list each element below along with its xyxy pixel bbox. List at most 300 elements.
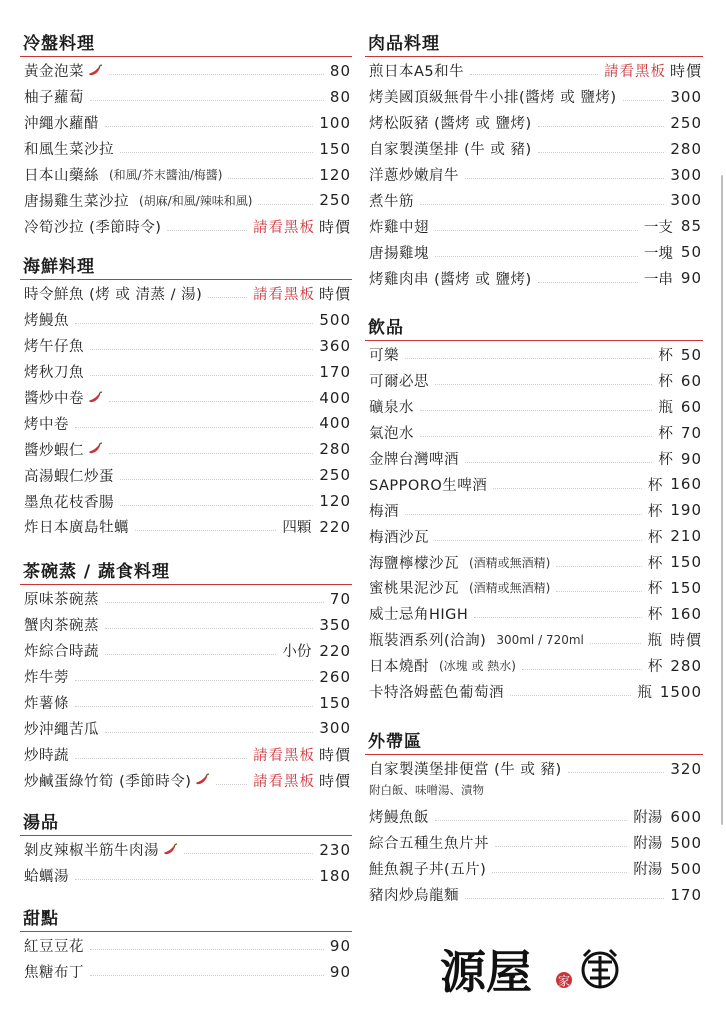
dot-leader — [90, 975, 324, 976]
dot-leader — [216, 784, 247, 785]
menu-item — [20, 586, 352, 612]
item-unit: 一串 — [643, 271, 673, 288]
item-name: 洋蔥炒嫩肩牛 — [369, 168, 459, 184]
item-name: 烤雞肉串 (醬烤 或 鹽烤) — [369, 271, 532, 288]
item-name: 紅豆豆花 — [24, 939, 84, 956]
dot-leader — [435, 256, 638, 257]
item-name: 礦泉水 — [369, 400, 414, 417]
section-divider — [20, 584, 352, 585]
dot-leader — [538, 126, 665, 127]
item-note: 300ml / 720ml — [496, 632, 584, 647]
item-price: 85 — [680, 217, 702, 236]
scrollbar[interactable] — [721, 175, 723, 825]
dot-leader — [420, 410, 652, 411]
item-price: 1500 — [659, 682, 702, 701]
menu-item — [20, 307, 352, 333]
item-price: 350 — [319, 615, 351, 634]
dot-leader — [492, 872, 627, 873]
dot-leader — [405, 514, 642, 515]
item-name: 炸薯條 — [24, 696, 69, 712]
see-blackboard-note: 請看黑板 — [252, 773, 315, 790]
item-price: 500 — [670, 833, 702, 852]
dot-leader — [228, 178, 313, 179]
menu-item — [20, 664, 352, 690]
menu-item-list — [20, 933, 352, 985]
section-meat — [365, 33, 703, 291]
item-name: 烤松阪豬 (醬烤 或 鹽烤) — [369, 116, 532, 133]
see-blackboard-note: 請看黑板 — [252, 747, 315, 764]
item-name: 剝皮辣椒半筋牛肉湯 — [24, 843, 159, 860]
item-price: 時價 — [318, 745, 351, 764]
menu-item — [20, 959, 352, 985]
dot-leader — [623, 100, 665, 101]
dot-leader — [120, 152, 313, 153]
logo-icon — [440, 940, 670, 1000]
item-unit: 一支 — [643, 219, 673, 236]
dot-leader — [120, 479, 313, 480]
dot-leader — [75, 758, 247, 759]
item-unit: 瓶 — [637, 685, 652, 702]
item-price: 160 — [670, 604, 702, 623]
dot-leader — [184, 853, 313, 854]
item-name: 高湯蝦仁炒蛋 — [24, 468, 114, 485]
item-price: 時價 — [318, 217, 351, 236]
item-name: 唐揚雞塊 — [369, 245, 429, 262]
item-price: 90 — [329, 962, 351, 981]
section-divider — [365, 340, 703, 341]
item-note: (酒精或無酒精) — [469, 581, 551, 596]
menu-item — [365, 110, 703, 136]
item-name: 日本燒酎 — [369, 659, 429, 676]
item-price: 400 — [319, 414, 351, 433]
menu-item — [365, 601, 703, 627]
item-price: 150 — [319, 693, 351, 712]
dot-leader — [495, 846, 627, 847]
item-name: 蛤蠣湯 — [24, 869, 69, 886]
see-blackboard-note: 請看黑板 — [252, 219, 315, 236]
item-note: (胡麻/和風/辣味和風) — [139, 193, 253, 208]
menu-item — [20, 84, 352, 110]
item-unit: 附湯 — [633, 862, 663, 879]
menu-item — [20, 110, 352, 136]
item-price: 250 — [319, 191, 351, 210]
item-name: 原味茶碗蒸 — [24, 592, 99, 609]
item-price: 時價 — [318, 285, 351, 304]
item-sides: 附白飯、味噌湯、漬物 — [369, 782, 484, 797]
dot-leader — [470, 74, 598, 75]
menu-item — [20, 385, 352, 411]
item-price: 120 — [319, 492, 351, 511]
chili-marker — [84, 64, 103, 78]
menu-item — [365, 523, 703, 549]
dot-leader — [105, 654, 276, 655]
dot-leader — [420, 436, 652, 437]
item-price: 90 — [329, 936, 351, 955]
menu-item — [20, 281, 352, 307]
dot-leader — [420, 204, 664, 205]
restaurant-logo — [440, 940, 670, 1000]
menu-item — [20, 187, 352, 213]
menu-item — [365, 239, 703, 265]
item-price: 90 — [680, 269, 702, 288]
item-price: 250 — [319, 466, 351, 485]
menu-item — [20, 333, 352, 359]
item-price: 150 — [670, 553, 702, 572]
menu-item — [20, 58, 352, 84]
dot-leader — [556, 591, 641, 592]
menu-item — [365, 187, 703, 213]
item-name: 炒鹹蛋綠竹筍 (季節時令) — [24, 773, 192, 790]
menu-item-list — [365, 756, 703, 907]
menu-item — [365, 830, 703, 856]
item-price: 50 — [680, 345, 702, 364]
dot-leader — [522, 669, 642, 670]
menu-item — [365, 653, 703, 679]
dot-leader — [90, 375, 313, 376]
menu-item — [20, 462, 352, 488]
section-soup — [20, 812, 352, 889]
see-blackboard-note: 請看黑板 — [603, 64, 666, 81]
section-divider — [365, 754, 703, 755]
item-name: 瓶裝酒系列(洽詢) — [369, 633, 487, 650]
item-price: 150 — [670, 578, 702, 597]
item-name: 蟹肉茶碗蒸 — [24, 618, 99, 635]
item-price: 170 — [670, 885, 702, 904]
item-price: 時價 — [669, 631, 702, 650]
item-name: 烤中卷 — [24, 416, 69, 433]
item-name: 金牌台灣啤酒 — [369, 452, 459, 468]
item-name: 黃金泡菜 — [24, 64, 84, 81]
dot-leader — [510, 695, 631, 696]
section-takeout — [365, 731, 703, 907]
dot-leader — [474, 617, 642, 618]
item-name: 威士忌角HIGH — [369, 607, 469, 624]
dot-leader — [568, 772, 665, 773]
item-price: 300 — [670, 191, 702, 210]
item-unit: 附湯 — [633, 836, 663, 853]
item-name: 沖繩水蘿醋 — [24, 116, 99, 133]
menu-item — [365, 882, 703, 908]
item-unit: 杯 — [658, 452, 673, 468]
section-title: 海鮮料理 — [23, 257, 95, 277]
section-divider — [365, 56, 703, 57]
item-price: 260 — [319, 667, 351, 686]
item-name: 煮牛筋 — [369, 193, 414, 210]
chili-marker — [191, 773, 210, 787]
dot-leader — [405, 358, 652, 359]
item-price: 50 — [680, 243, 702, 262]
item-name: 醬炒蝦仁 — [24, 442, 84, 459]
menu-item — [20, 612, 352, 638]
item-name: 自家製漢堡排便當 (牛 或 豬) — [369, 762, 562, 779]
menu-item — [20, 359, 352, 385]
dot-leader — [75, 427, 313, 428]
item-price: 180 — [319, 866, 351, 885]
item-price: 時價 — [669, 62, 702, 81]
item-price: 230 — [319, 840, 351, 859]
dot-leader — [90, 349, 313, 350]
item-price: 100 — [319, 113, 351, 132]
menu-item — [20, 837, 352, 863]
logo-text: 源屋 — [440, 945, 532, 999]
menu-item — [20, 488, 352, 514]
menu-item — [365, 627, 703, 653]
item-name: 和風生菜沙拉 — [24, 142, 114, 159]
section-divider — [20, 931, 352, 932]
dot-leader — [435, 384, 652, 385]
item-unit: 一塊 — [643, 245, 673, 262]
menu-item — [365, 213, 703, 239]
item-name: 煎日本A5和牛 — [369, 64, 465, 81]
item-price: 500 — [670, 859, 702, 878]
menu-item-list — [365, 58, 703, 291]
section-dessert — [20, 908, 352, 985]
item-name: SAPPORO生啤酒 — [369, 477, 488, 494]
section-divider — [20, 56, 352, 57]
item-price: 80 — [329, 87, 351, 106]
item-name: 炒沖繩苦瓜 — [24, 721, 99, 738]
item-name: 綜合五種生魚片丼 — [369, 836, 489, 853]
item-name: 炸雞中翅 — [369, 219, 429, 236]
chili-pepper-icon — [87, 442, 103, 456]
section-title: 甜點 — [23, 909, 59, 929]
dot-leader — [258, 204, 313, 205]
dot-leader — [109, 453, 313, 454]
item-name: 炒時蔬 — [24, 747, 69, 764]
menu-item — [365, 756, 703, 782]
item-note: (酒精或無酒精) — [469, 555, 551, 570]
dot-leader — [120, 505, 313, 506]
menu-item-list — [20, 58, 352, 239]
item-unit: 杯 — [647, 607, 663, 624]
item-price: 300 — [670, 165, 702, 184]
menu-item — [365, 804, 703, 830]
item-unit: 杯 — [647, 555, 663, 572]
dot-leader — [109, 74, 324, 75]
menu-item — [20, 436, 352, 462]
item-price: 90 — [680, 449, 702, 468]
item-price: 250 — [670, 113, 702, 132]
item-price: 時價 — [318, 771, 351, 790]
item-price: 300 — [319, 719, 351, 738]
menu-item — [365, 856, 703, 882]
item-price: 120 — [319, 165, 351, 184]
dot-leader — [75, 680, 313, 681]
item-name: 海鹽檸檬沙瓦 — [369, 555, 459, 572]
dot-leader — [538, 152, 665, 153]
dot-leader — [105, 628, 313, 629]
section-title: 冷盤料理 — [23, 34, 95, 54]
menu-item — [365, 575, 703, 601]
logo-crest-icon — [583, 950, 617, 987]
dot-leader — [435, 230, 638, 231]
menu-item-list — [20, 281, 352, 540]
section-title: 肉品料理 — [368, 34, 440, 54]
dot-leader — [167, 230, 247, 231]
chili-pepper-icon — [162, 843, 178, 857]
section-title: 外帶區 — [368, 732, 422, 752]
logo-seal-text: 家 — [558, 974, 571, 988]
item-price: 500 — [319, 310, 351, 329]
menu-item — [20, 863, 352, 889]
menu-item — [365, 342, 703, 368]
menu-item — [20, 162, 352, 188]
section-title: 茶碗蒸 / 蔬食料理 — [23, 562, 171, 582]
item-name: 梅酒沙瓦 — [369, 529, 429, 546]
chili-marker — [159, 843, 178, 857]
chili-marker — [84, 391, 103, 405]
menu-item — [365, 265, 703, 291]
item-name: 卡特洛姆藍色葡萄酒 — [369, 685, 504, 702]
menu-item — [20, 514, 352, 540]
item-price: 150 — [319, 139, 351, 158]
menu-item — [365, 420, 703, 446]
dot-leader — [590, 643, 642, 644]
item-name: 時令鮮魚 (烤 或 清蒸 / 湯) — [24, 287, 203, 304]
menu-item — [365, 497, 703, 523]
item-unit: 杯 — [647, 659, 663, 676]
see-blackboard-note: 請看黑板 — [252, 287, 315, 304]
section-divider — [20, 835, 352, 836]
menu-item-list — [365, 342, 703, 704]
menu-item — [20, 136, 352, 162]
menu-item — [365, 368, 703, 394]
item-unit: 杯 — [658, 348, 673, 365]
item-price: 70 — [329, 589, 351, 608]
menu-item-list — [20, 837, 352, 889]
chili-pepper-icon — [87, 64, 103, 78]
item-price: 220 — [319, 517, 351, 536]
dot-leader — [465, 178, 664, 179]
dot-leader — [90, 100, 324, 101]
section-title: 湯品 — [23, 813, 59, 833]
section-veg — [20, 561, 352, 793]
item-price: 60 — [680, 371, 702, 390]
menu-item — [365, 446, 703, 472]
item-unit: 四顆 — [282, 520, 312, 537]
menu-item — [20, 715, 352, 741]
dot-leader — [75, 323, 313, 324]
menu-item — [20, 638, 352, 664]
chili-pepper-icon — [87, 391, 103, 405]
menu-item — [365, 679, 703, 705]
menu-item — [365, 394, 703, 420]
item-name: 鮭魚親子丼(五片) — [369, 862, 487, 879]
chili-marker — [84, 442, 103, 456]
item-name: 可樂 — [369, 348, 399, 365]
menu-item — [365, 162, 703, 188]
dot-leader — [90, 949, 324, 950]
item-unit: 附湯 — [633, 810, 663, 827]
item-name: 冷筍沙拉 (季節時令) — [24, 219, 162, 236]
item-name: 蜜桃果泥沙瓦 — [369, 581, 459, 598]
menu-item — [365, 549, 703, 575]
item-name: 氣泡水 — [369, 426, 414, 443]
item-name: 可爾必思 — [369, 374, 429, 391]
dot-leader — [105, 732, 313, 733]
menu-item — [20, 213, 352, 239]
item-name: 烤鰻魚 — [24, 313, 69, 330]
item-name: 烤秋刀魚 — [24, 365, 84, 382]
item-unit: 杯 — [647, 503, 663, 520]
item-unit: 杯 — [658, 426, 673, 443]
menu-item — [365, 58, 703, 84]
menu-item — [20, 933, 352, 959]
dot-leader — [208, 297, 247, 298]
item-price: 60 — [680, 397, 702, 416]
menu-item-list — [20, 586, 352, 793]
item-name: 焦糖布丁 — [24, 965, 84, 982]
item-unit: 杯 — [647, 581, 663, 598]
item-price: 280 — [670, 656, 702, 675]
item-name: 醬炒中卷 — [24, 391, 84, 407]
item-note: (冰塊 或 熱水) — [439, 659, 516, 674]
item-name: 烤鰻魚飯 — [369, 810, 429, 827]
item-price: 170 — [319, 362, 351, 381]
section-cold — [20, 33, 352, 239]
section-drinks — [365, 317, 703, 704]
menu-item — [365, 136, 703, 162]
dot-leader — [465, 898, 664, 899]
item-unit: 杯 — [658, 374, 673, 391]
item-price: 190 — [670, 501, 702, 520]
menu-item — [20, 410, 352, 436]
dot-leader — [435, 540, 642, 541]
item-unit: 杯 — [647, 477, 663, 494]
item-price: 320 — [670, 759, 702, 778]
dot-leader — [105, 602, 324, 603]
item-name: 炸綜合時蔬 — [24, 644, 99, 661]
item-price: 220 — [319, 641, 351, 660]
dot-leader — [75, 879, 313, 880]
dot-leader — [538, 282, 638, 283]
item-price: 70 — [680, 423, 702, 442]
item-name: 烤午仔魚 — [24, 339, 84, 356]
menu-item — [20, 690, 352, 716]
section-divider — [20, 279, 352, 280]
item-name: 墨魚花枝香腸 — [24, 494, 114, 511]
item-name: 豬肉炒烏龍麵 — [369, 888, 459, 904]
item-name: 柚子蘿蔔 — [24, 90, 84, 107]
menu-item — [365, 84, 703, 110]
item-price: 210 — [670, 527, 702, 546]
dot-leader — [135, 530, 276, 531]
item-price: 360 — [319, 336, 351, 355]
menu-item — [20, 741, 352, 767]
item-unit: 杯 — [647, 529, 663, 546]
item-name: 梅酒 — [369, 503, 399, 520]
item-name: 日本山藥絲 — [24, 168, 99, 184]
item-price: 280 — [319, 440, 351, 459]
item-price: 400 — [319, 388, 351, 407]
item-unit: 小份 — [282, 644, 312, 661]
item-name: 炸日本廣島牡蠣 — [24, 520, 129, 537]
dot-leader — [105, 126, 313, 127]
item-price: 300 — [670, 87, 702, 106]
item-name: 自家製漢堡排 (牛 或 豬) — [369, 142, 532, 159]
menu-item — [20, 767, 352, 793]
dot-leader — [75, 706, 313, 707]
item-note: (和風/芥末醬油/梅醬) — [109, 168, 223, 182]
item-price: 160 — [670, 475, 702, 494]
item-price: 280 — [670, 139, 702, 158]
item-price: 80 — [329, 61, 351, 80]
dot-leader — [493, 488, 642, 489]
item-unit: 瓶 — [647, 633, 662, 650]
item-name: 唐揚雞生菜沙拉 — [24, 193, 129, 210]
menu-item — [365, 471, 703, 497]
section-title: 飲品 — [368, 318, 404, 338]
